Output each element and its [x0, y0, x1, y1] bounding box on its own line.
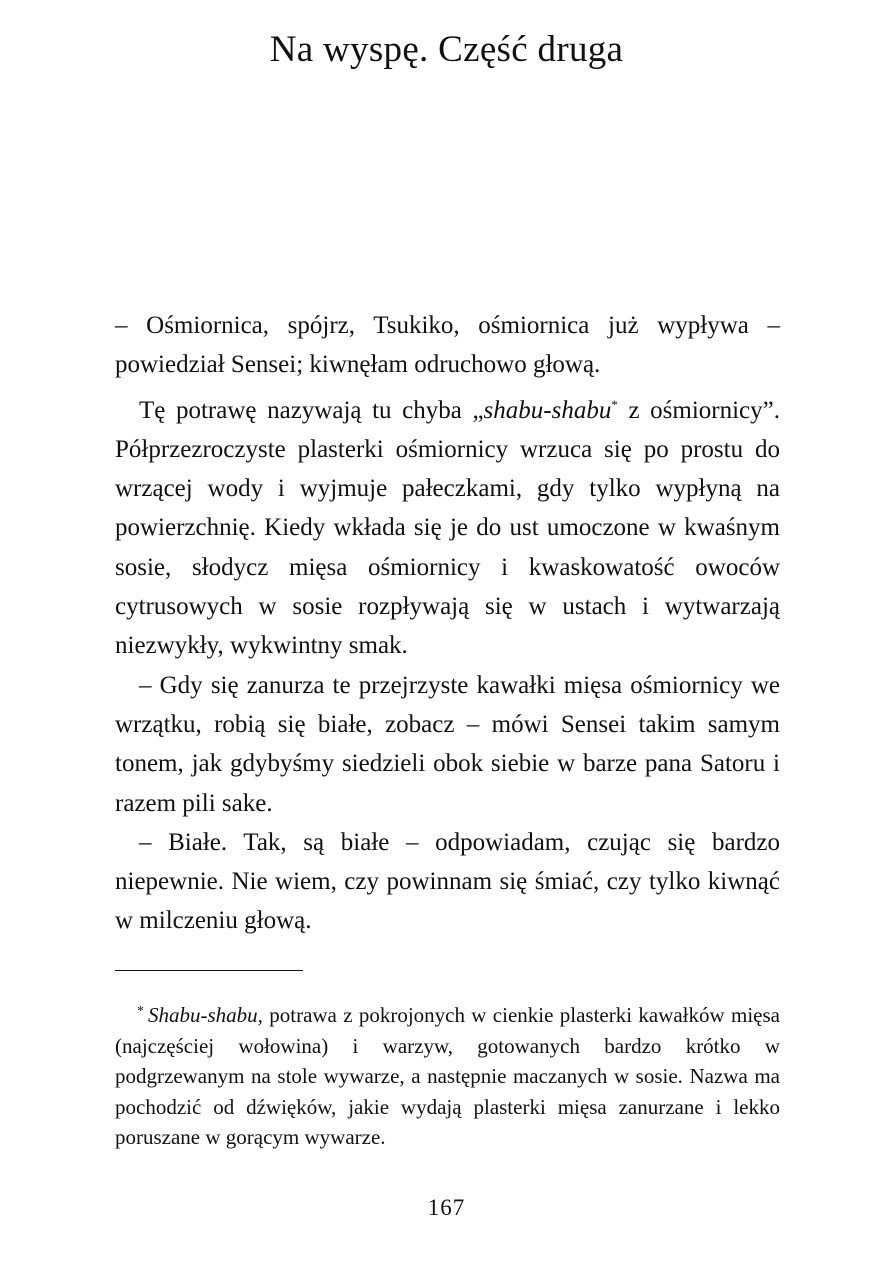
- paragraph-1: – Ośmiornica, spójrz, Tsukiko, ośmiornica już wypływa – powiedział Sensei; kiwnęłam odruchowo głową.: [115, 312, 780, 379]
- paragraph-2-lead: Tę potrawę nazywają tu chyba „: [139, 396, 484, 424]
- page-number: 167: [427, 1195, 466, 1220]
- dish-term: shabu-shabu: [483, 396, 612, 424]
- footnote-divider: [115, 970, 303, 971]
- paragraph-2: [115, 385, 780, 666]
- main-text: [115, 306, 780, 941]
- paragraph-2-rest: z ośmiornicy”. Półprzezroczyste plasterki ośmiornicy wrzuca się po prostu do wrzącej wody i wyjmuje pałeczkami, gdy tylko wypłyną na powierzchnię. Kiedy wkłada się je do ust umoczone w kwaśnym sosie, słodycz mięsa ośmiornicy i kwaskowatość owoców cytrusowych w sosie rozpływają się w ustach i wytwarzają niezwykły, wykwintny smak.: [115, 396, 780, 660]
- footnote: [115, 997, 780, 1153]
- paragraph-4: – Białe. Tak, są białe – odpowiadam, czując się bardzo niepewnie. Nie wiem, czy powinnam się śmiać, czy tylko kiwnąć w milczeniu głową.: [115, 828, 780, 935]
- footnote-marker: *: [137, 1004, 144, 1019]
- footnote-term: Shabu-shabu,: [148, 1003, 263, 1027]
- footnote-text: potrawa z pokrojonych w cienkie plasterki kawałków mięsa (najczęściej wołowina) i warzyw, gotowanych bardzo krótko w podgrzewanym na stole wywarze, a następnie maczanych w sosie. Nazwa ma pochodzić od dźwięków, jakie wydają plasterki mięsa zanurzane i lekko poruszane w gorącym wywarze.: [115, 1003, 780, 1149]
- paragraph-3: – Gdy się zanurza te przejrzyste kawałki mięsa ośmiornicy we wrzątku, robią się białe, zobacz – mówi Sensei takim samym tonem, jak gdybyśmy siedzieli obok siebie w barze pana Satoru i razem pili sake.: [115, 671, 780, 817]
- chapter-title: Na wyspę. Część druga: [269, 29, 624, 70]
- footnote-reference: *: [611, 396, 618, 412]
